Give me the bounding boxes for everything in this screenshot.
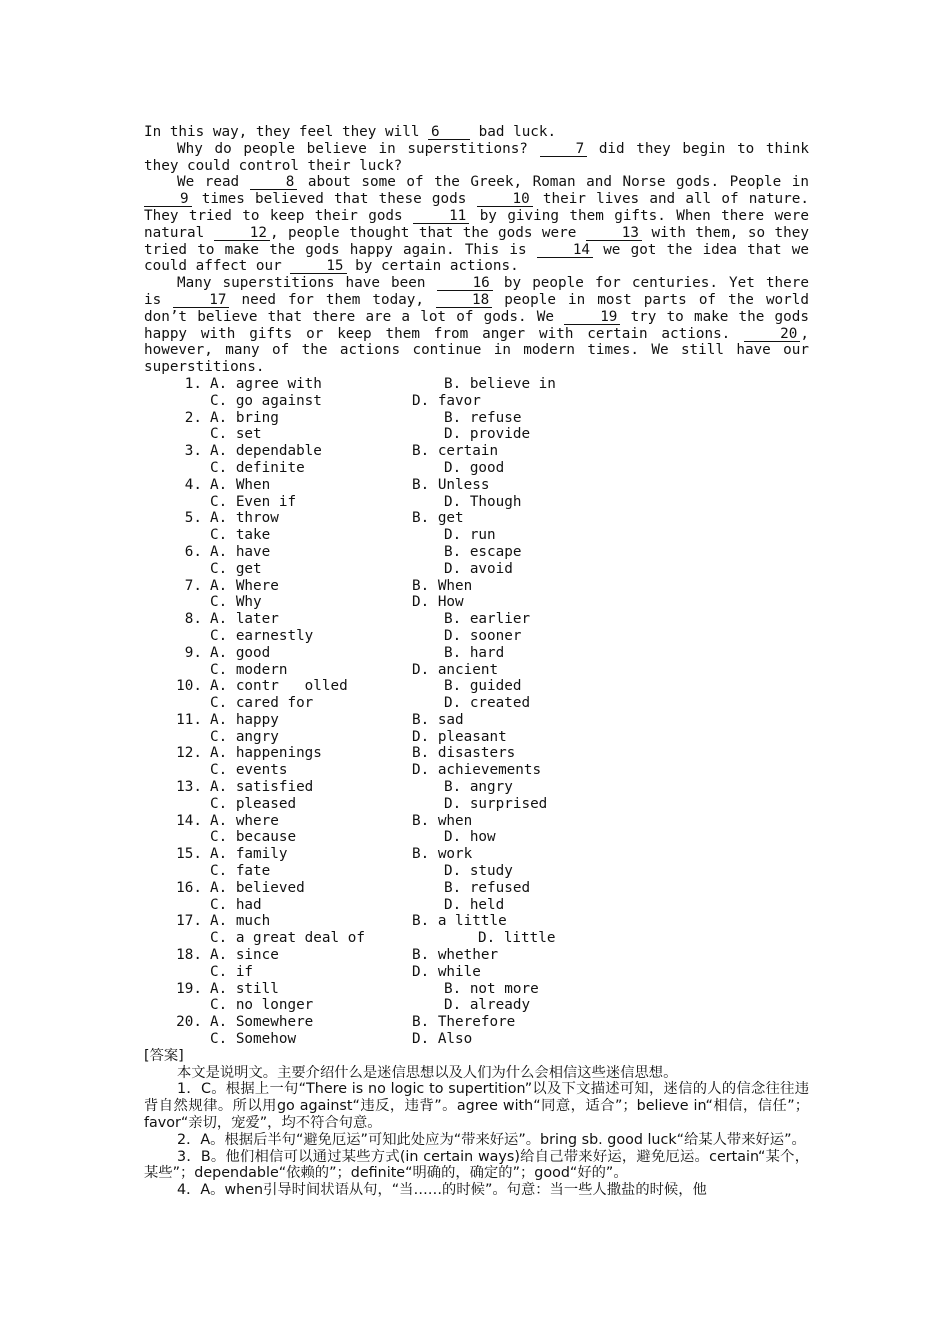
question-number: 14. (176, 812, 202, 829)
question-row (144, 695, 809, 712)
option-a: A. Somewhere (210, 1014, 314, 1031)
passage-text: by giving them gifts. When there were natural (144, 207, 809, 241)
option-c: C. fate (210, 863, 271, 880)
answer-line: 4．A。when引导时间状语从句，“当……的时候”。句意：当一些人撒盐的时候，他 (177, 1182, 707, 1199)
question-number: 6. (184, 543, 202, 560)
question-number: 8. (184, 611, 202, 628)
question-row (144, 829, 809, 846)
passage-paragraph (144, 174, 809, 275)
option-a: A. happy (210, 711, 279, 728)
option-c: C. because (210, 829, 297, 846)
question-number: 1. (184, 375, 202, 392)
option-a: A. since (210, 947, 279, 964)
option-c: C. Why (210, 594, 262, 611)
question-row (144, 527, 809, 544)
passage-text: people in most parts of the world don’t believe that there are a lot of gods. We (144, 291, 809, 325)
blank-14: 14 (537, 243, 593, 258)
option-b: B. Therefore (412, 1014, 516, 1031)
option-d: D. avoid (444, 560, 513, 577)
option-c: C. no longer (210, 997, 314, 1014)
passage-text: Many superstitions have been (177, 275, 437, 292)
option-d: D. achievements (412, 762, 542, 779)
option-c: C. definite (210, 459, 305, 476)
option-d: D. pleasant (412, 728, 507, 745)
passage-paragraph (144, 275, 809, 376)
option-b: B. whether (412, 947, 499, 964)
question-number: 17. (176, 913, 202, 930)
passage-text: their lives and all of nature. They tried to keep their gods (144, 191, 809, 224)
passage-text: bad luck. (470, 124, 557, 140)
option-a: A. good (210, 644, 271, 661)
blank-11: 11 (413, 209, 469, 224)
option-c: C. go against (210, 392, 322, 409)
option-d: D. already (444, 997, 531, 1014)
blank-8: 8 (250, 175, 298, 190)
question-row (144, 913, 809, 930)
passage-paragraph (144, 124, 809, 141)
option-b: B. when (412, 812, 473, 829)
question-row (144, 762, 809, 779)
blank-7: 7 (540, 142, 588, 157)
options-list (144, 376, 809, 1048)
option-a: A. bring (210, 409, 279, 426)
option-b: B. a little (412, 913, 507, 930)
blank-9: 9 (144, 192, 192, 207)
option-c: C. angry (210, 728, 279, 745)
question-row (144, 510, 809, 527)
option-c: C. a great deal of (210, 930, 365, 947)
blank-15: 15 (290, 259, 346, 274)
passage-text: , people thought that the gods were (269, 224, 586, 241)
question-row (144, 729, 809, 746)
option-a: A. believed (210, 879, 305, 896)
option-d: D. created (444, 695, 531, 712)
passage-text: need for them today, (229, 291, 437, 308)
question-row (144, 897, 809, 914)
option-a: A. happenings (210, 745, 322, 762)
question-row (144, 1014, 809, 1031)
question-row (144, 376, 809, 393)
option-b: B. guided (444, 678, 522, 695)
option-a: A. later (210, 611, 279, 628)
option-a: A. have (210, 543, 271, 560)
option-d: D. how (444, 829, 496, 846)
option-a: A. contr olled (210, 678, 348, 695)
option-d: D. sooner (444, 627, 522, 644)
passage-text: about some of the Greek, Roman and Norse gods. People in (297, 174, 809, 191)
option-d: D. surprised (444, 795, 548, 812)
option-c: C. pleased (210, 795, 297, 812)
question-row (144, 611, 809, 628)
answer-line: 1．C。根据上一句“There is no logic to supertition”以及下文描述可知，迷信的人的信念往往违背自然规律。所以用go against“违反，违背”。agree with“同意，适合”；believe in“相信，信任”；favor“亲切，宠爱”，均不符合句意。 (144, 1081, 809, 1132)
option-b: B. sad (412, 711, 464, 728)
question-number: 9. (184, 644, 202, 661)
passage-text: , however, many of the actions continue in modern times. We still have our superstitions. (144, 325, 809, 376)
blank-18: 18 (436, 293, 492, 308)
question-number: 5. (184, 510, 202, 527)
question-number: 15. (176, 846, 202, 863)
question-row (144, 880, 809, 897)
option-a: A. throw (210, 510, 279, 527)
question-row (144, 494, 809, 511)
cloze-passage (144, 124, 809, 376)
question-number: 16. (176, 879, 202, 896)
question-row (144, 628, 809, 645)
passage-text: by people for centuries. Yet there is (144, 275, 809, 308)
option-d: D. held (444, 896, 505, 913)
option-b: B. hard (444, 644, 505, 661)
option-d: D. provide (444, 426, 531, 443)
question-number: 3. (184, 443, 202, 460)
question-number: 2. (184, 409, 202, 426)
question-row (144, 594, 809, 611)
option-a: A. dependable (210, 443, 322, 460)
blank-17: 17 (173, 293, 229, 308)
option-a: A. family (210, 846, 288, 863)
option-c: C. take (210, 527, 271, 544)
option-c: C. had (210, 896, 262, 913)
question-row (144, 443, 809, 460)
question-number: 12. (176, 745, 202, 762)
document-page (144, 124, 809, 1199)
option-b: B. refused (444, 879, 531, 896)
option-a: A. Where (210, 577, 279, 594)
question-number: 7. (184, 577, 202, 594)
question-row (144, 981, 809, 998)
answer-line: 本文是说明文。主要介绍什么是迷信思想以及人们为什么会相信这些迷信思想。 (177, 1064, 678, 1081)
option-b: B. certain (412, 443, 499, 460)
blank-20: 20 (744, 327, 800, 342)
option-d: D. run (444, 527, 496, 544)
option-b: B. refuse (444, 409, 522, 426)
option-d: D. little (478, 930, 556, 947)
question-number: 4. (184, 476, 202, 493)
option-a: A. still (210, 980, 279, 997)
passage-text: We read (177, 174, 250, 191)
question-number: 18. (176, 947, 202, 964)
question-row (144, 678, 809, 695)
passage-text: Why do people believe in superstitions? (177, 140, 540, 157)
question-row (144, 745, 809, 762)
option-b: B. work (412, 846, 473, 863)
option-a: A. where (210, 812, 279, 829)
passage-paragraph (144, 141, 809, 175)
question-number: 20. (176, 1014, 202, 1031)
blank-13: 13 (586, 226, 642, 241)
question-row (144, 863, 809, 880)
option-c: C. earnestly (210, 627, 314, 644)
option-d: D. ancient (412, 661, 499, 678)
answer-line: 3．B。他们相信可以通过某些方式(in certain ways)给自己带来好运，避免厄运。certain“某个，某些”；dependable“依赖的”；definite“明确的，确定的”；good“好的”。 (144, 1148, 809, 1182)
option-c: C. get (210, 560, 262, 577)
option-c: C. if (210, 963, 254, 980)
passage-text: did they begin to think they could control their luck? (144, 140, 809, 174)
option-b: B. get (412, 510, 464, 527)
question-row (144, 1031, 809, 1048)
option-c: C. Somehow (210, 1031, 297, 1048)
passage-text: we got the idea that we could affect our (144, 241, 809, 275)
question-row (144, 393, 809, 410)
passage-text: times believed that these gods (191, 191, 477, 208)
option-b: B. not more (444, 980, 539, 997)
option-c: C. cared for (210, 695, 314, 712)
option-a: A. When (210, 476, 271, 493)
question-row (144, 712, 809, 729)
passage-text: with them, so they tried to make the gods happy again. This is (144, 224, 809, 258)
option-d: D. How (412, 594, 464, 611)
question-row (144, 930, 809, 947)
blank-12: 12 (214, 226, 270, 241)
question-row (144, 964, 809, 981)
passage-text: try to make the gods happy with gifts or keep them from anger with certain actions. (144, 308, 809, 342)
question-row (144, 561, 809, 578)
question-row (144, 997, 809, 1014)
blank-6: 6 (428, 125, 470, 140)
answer-line: 2．A。根据后半句“避免厄运”可知此处应为“带来好运”。bring sb. good luck“给某人带来好运”。 (177, 1131, 806, 1148)
blank-16: 16 (437, 276, 493, 291)
question-row (144, 947, 809, 964)
answer-section (144, 1048, 809, 1199)
question-row (144, 477, 809, 494)
option-a: A. agree with (210, 375, 322, 392)
option-d: D. favor (412, 392, 481, 409)
passage-text: In this way, they feel they will (144, 124, 429, 140)
question-row (144, 426, 809, 443)
question-row (144, 460, 809, 477)
question-row (144, 779, 809, 796)
option-d: D. good (444, 459, 505, 476)
option-c: C. events (210, 762, 288, 779)
question-number: 10. (176, 678, 202, 695)
passage-text: by certain actions. (346, 258, 519, 275)
question-number: 11. (176, 711, 202, 728)
option-c: C. modern (210, 661, 288, 678)
option-b: B. disasters (412, 745, 516, 762)
option-c: C. set (210, 426, 262, 443)
option-d: D. Though (444, 493, 522, 510)
question-row (144, 410, 809, 427)
option-b: B. earlier (444, 611, 531, 628)
blank-19: 19 (564, 310, 620, 325)
option-b: B. Unless (412, 476, 490, 493)
option-d: D. Also (412, 1031, 473, 1048)
option-c: C. Even if (210, 493, 297, 510)
question-row (144, 796, 809, 813)
question-row (144, 645, 809, 662)
option-a: A. much (210, 913, 271, 930)
question-number: 13. (176, 779, 202, 796)
question-number: 19. (176, 980, 202, 997)
option-b: B. escape (444, 543, 522, 560)
option-b: B. When (412, 577, 473, 594)
option-a: A. satisfied (210, 779, 314, 796)
question-row (144, 846, 809, 863)
option-b: B. believe in (444, 375, 556, 392)
question-row (144, 662, 809, 679)
option-d: D. while (412, 963, 481, 980)
question-row (144, 813, 809, 830)
question-row (144, 578, 809, 595)
question-row (144, 544, 809, 561)
blank-10: 10 (477, 192, 533, 207)
option-d: D. study (444, 863, 513, 880)
answer-heading: [答案] (144, 1047, 184, 1064)
option-b: B. angry (444, 779, 513, 796)
